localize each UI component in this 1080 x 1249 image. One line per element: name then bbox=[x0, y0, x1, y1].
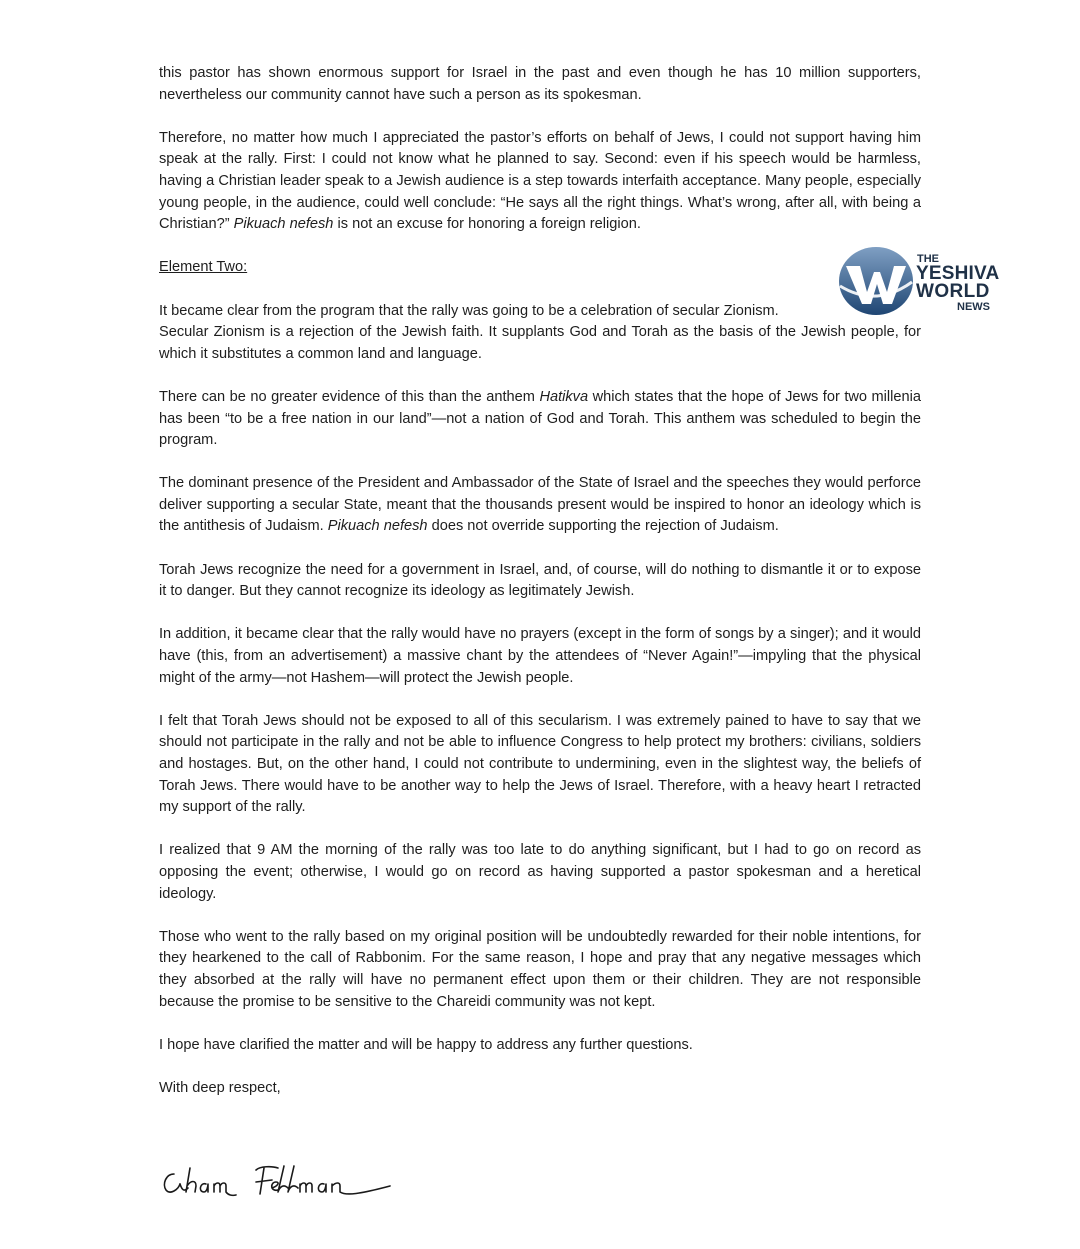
paragraph-clarified: I hope have clarified the matter and will be happy to address any further questions. bbox=[159, 1036, 693, 1053]
paragraph-hatikva bbox=[159, 387, 921, 452]
paragraph-on-record: I realized that 9 AM the morning of the rally was too late to do anything significant, but I had to go on record as opposing the event; otherwise, I would go on record as having supported a pastor spokesman and a heretical ideology. bbox=[159, 842, 921, 902]
logo-world: WORLD bbox=[916, 281, 990, 302]
paragraph-secular-zionism: Secular Zionism is a rejection of the Jewish faith. It supplants God and Torah as the basis of the Jewish people, for which it substitutes a common land and language. bbox=[159, 324, 921, 362]
paragraph-rewarded: Those who went to the rally based on my original position will be undoubtedly rewarded for their noble intentions, for they hearkened to the call of Rabbonim. For the same reason, I hope and pray that any negative messages which they absorbed at the rally will have no permanent effect upon them or their children. They are not responsible because the promise to be sensitive to the Chareidi community was not kept. bbox=[159, 928, 921, 1010]
logo-w-icon bbox=[838, 246, 914, 316]
italic-term: Pikuach nefesh bbox=[327, 518, 428, 535]
paragraph-secularism: I felt that Torah Jews should not be exposed to all of this secularism. I was extremely pained to have to say that we should not participate in the rally and not be able to influence Congress to help protect my brothers: civilians, soldiers and hostages. But, on the other hand, I could not contribute to undermining, even in the slightest way, the beliefs of Torah Jews. There would have to be another way to help the Jews of Israel. Therefore, with a heavy heart I retracted my support of the rally. bbox=[159, 712, 921, 816]
logo-the: THE bbox=[917, 253, 939, 265]
paragraph-text: There can be no greater evidence of this than the anthem bbox=[159, 388, 535, 405]
paragraph-dominant-presence bbox=[159, 473, 921, 538]
paragraph-text: Therefore, no matter how much I appreciated the pastor’s efforts on behalf of Jews, I could not support having him speak at the rally. First: I could not know what he planned to say. Second: even if his speech would be harmless, having a Christian leader speak to a Jewish audience is a step towards interfaith acceptance. Many people, especially young people, in the audience, could well conclude: “He says all the right things. What’s wrong, after all, with being a Christian?” bbox=[159, 129, 921, 233]
closing-line: With deep respect, bbox=[159, 1079, 281, 1096]
logo-news: NEWS bbox=[957, 301, 990, 313]
letter-body bbox=[159, 63, 921, 1100]
paragraph-government: Torah Jews recognize the need for a government in Israel, and, of course, will do nothing to dismantle it or to expose it to danger. But they cannot recognize its ideology as legitimately Jewish. bbox=[159, 561, 921, 600]
paragraph-text: does not override supporting the rejection of Judaism. bbox=[431, 518, 779, 535]
paragraph-text: is not an excuse for honoring a foreign religion. bbox=[337, 216, 641, 233]
paragraph-not-support-pastor bbox=[159, 128, 921, 236]
paragraph-secular-zionism-intro: It became clear from the program that the rally was going to be a celebration of secular Zionism. bbox=[159, 302, 779, 319]
logo-yeshiva: YESHIVA bbox=[916, 263, 1000, 284]
italic-term: Pikuach nefesh bbox=[233, 216, 334, 233]
yeshiva-world-news-logo bbox=[838, 246, 1008, 316]
handwritten-signature bbox=[160, 1162, 400, 1202]
paragraph-pastor-support: this pastor has shown enormous support for Israel in the past and even though he has 10 million supporters, nevertheless our community cannot have such a person as its spokesman. bbox=[159, 65, 921, 103]
italic-term: Hatikva bbox=[539, 388, 589, 405]
paragraph-text: which states that the hope of Jews for two millenia has been “to be a free nation in our land”—not a nation of God and Torah. This anthem was scheduled to begin the program. bbox=[159, 388, 922, 449]
section-heading: Element Two: bbox=[159, 259, 248, 276]
paragraph-no-prayers: In addition, it became clear that the rally would have no prayers (except in the form of songs by a singer); and it would have (this, from an advertisement) a massive chant by the attendees of “Never Again!”—impyling that the physical might of the army—not Hashem—will protect the Jewish people. bbox=[159, 626, 921, 686]
paragraph-text: The dominant presence of the President and Ambassador of the State of Israel and the speeches they would perforce deliver supporting a secular State, meant that the thousands present would be inspired to honor an ideology which is the antithesis of Judaism. bbox=[159, 475, 921, 535]
